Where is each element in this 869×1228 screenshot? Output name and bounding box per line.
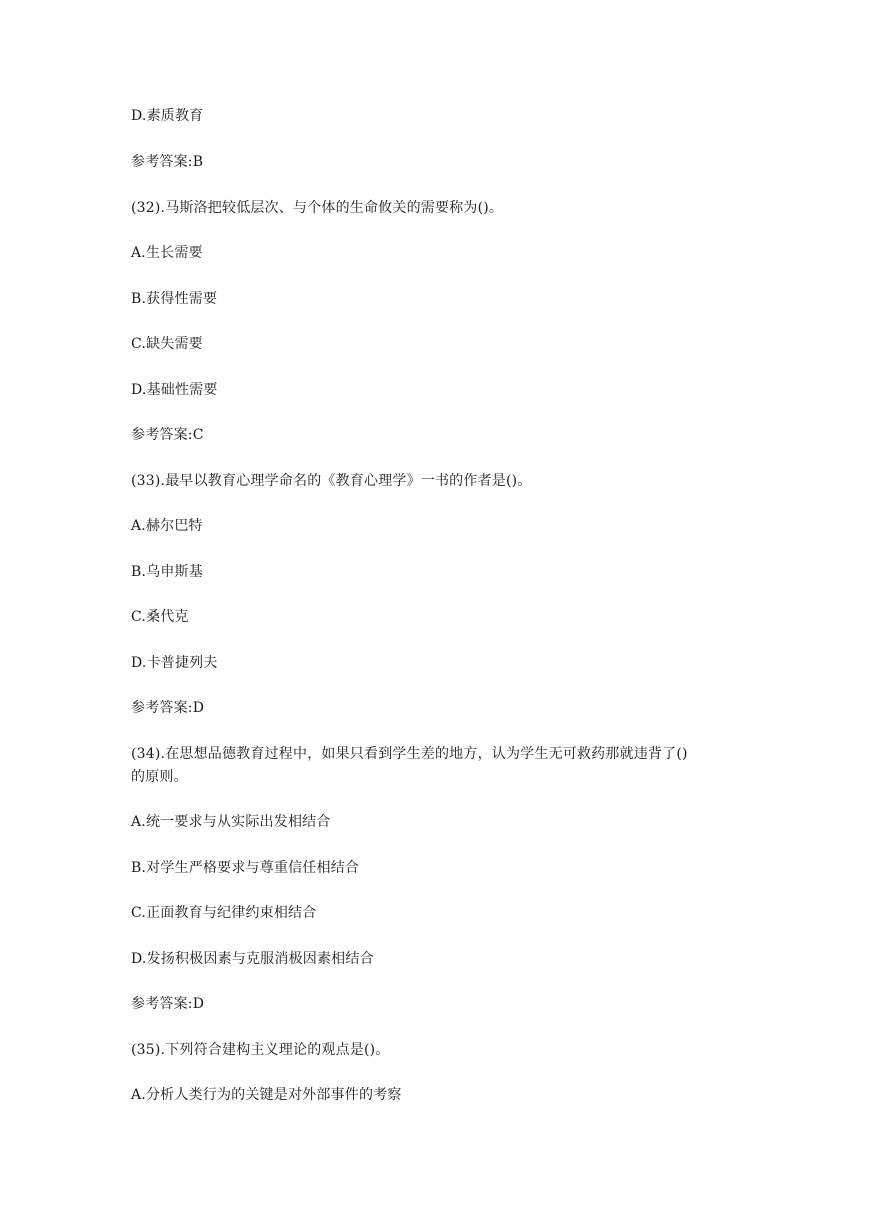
q34-option-b: B.对学生严格要求与尊重信任相结合: [131, 860, 360, 876]
q32-option-c: C.缺失需要: [131, 336, 203, 352]
q34-question-line2: 的原则。: [131, 769, 188, 785]
q32-option-b: B.获得性需要: [131, 291, 218, 307]
q33-question: (33).最早以教育心理学命名的《教育心理学》一书的作者是()。: [131, 473, 532, 489]
q35-question: (35).下列符合建构主义理论的观点是()。: [131, 1042, 390, 1058]
q32-option-d: D.基础性需要: [131, 382, 218, 398]
q33-answer: 参考答案:D: [131, 700, 205, 716]
q32-option-a: A.生长需要: [131, 245, 203, 261]
q34-answer: 参考答案:D: [131, 996, 205, 1012]
q31-answer: 参考答案:B: [131, 154, 204, 170]
q33-option-d: D.卡普捷列夫: [131, 655, 218, 671]
q33-option-c: C.桑代克: [131, 609, 189, 625]
q33-option-a: A.赫尔巴特: [131, 518, 203, 534]
q34-option-a: A.统一要求与从实际出发相结合: [131, 814, 331, 830]
q32-question: (32).马斯洛把较低层次、与个体的生命攸关的需要称为()。: [131, 200, 504, 216]
q35-option-a: A.分析人类行为的关键是对外部事件的考察: [131, 1087, 402, 1103]
q34-question-line1: (34).在思想品德教育过程中，如果只看到学生差的地方，认为学生无可救药那就违背了(): [131, 746, 688, 762]
q33-option-b: B.乌申斯基: [131, 564, 203, 580]
q34-option-d: D.发扬积极因素与克服消极因素相结合: [131, 951, 374, 967]
q32-answer: 参考答案:C: [131, 427, 204, 443]
q34-option-c: C.正面教育与纪律约束相结合: [131, 905, 317, 921]
q31-option-d: D.素质教育: [131, 108, 204, 124]
